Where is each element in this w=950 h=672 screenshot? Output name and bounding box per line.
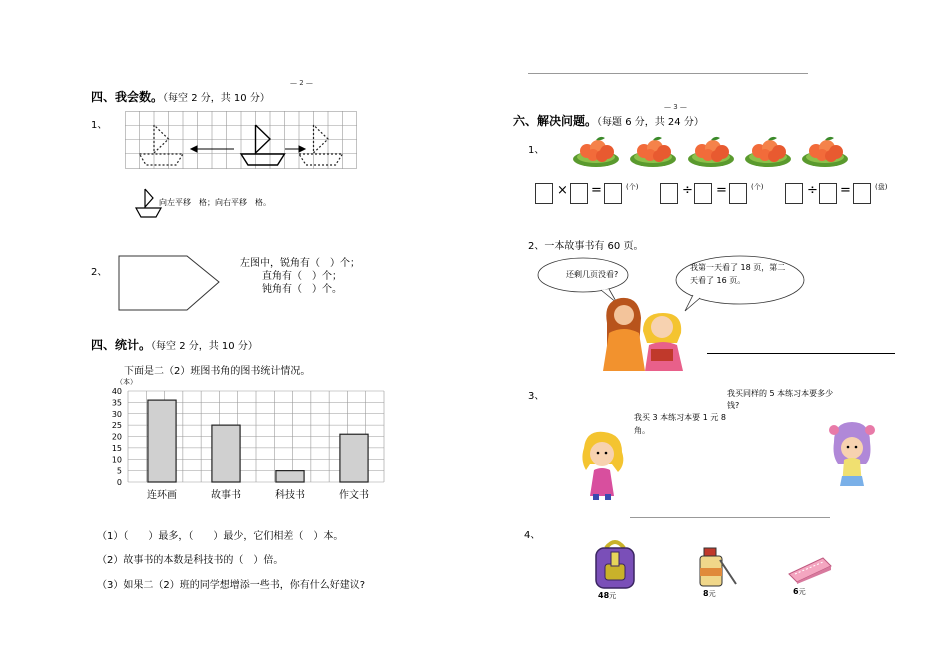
y-tick-label: 5 xyxy=(116,466,122,476)
arrow-left-icon xyxy=(191,146,234,152)
translation-caption: 向左平移 格；向右平移 格。 xyxy=(159,198,271,207)
question-number: 2、 xyxy=(528,241,545,252)
divider-rule xyxy=(630,517,830,518)
answer-box[interactable] xyxy=(694,183,712,204)
unit-label: (个) xyxy=(626,183,639,191)
water-bottle-icon xyxy=(696,546,740,588)
unit-label: (个) xyxy=(751,183,764,191)
section-title-statistics xyxy=(91,336,258,353)
price-bottle xyxy=(703,589,716,599)
answer-box[interactable] xyxy=(785,183,803,204)
x-tick-label: 故事书 xyxy=(211,490,241,501)
question-text: 一本故事书有 60 页。 xyxy=(544,241,644,252)
stat-question-2: （2）故事书的本数是科技书的（ ）倍。 xyxy=(97,555,284,566)
girl-figure xyxy=(643,313,683,371)
price-unit: 元 xyxy=(798,588,806,596)
bar-2 xyxy=(212,425,240,482)
price-value: 8 xyxy=(703,589,709,598)
angle-question-acute: 左图中，锐角有（ ）个； xyxy=(240,258,360,269)
y-tick-label: 0 xyxy=(116,478,122,487)
speech-bubble-question: 还剩几页没看? xyxy=(566,270,619,279)
section-score: （每空 2 分，共 10 分） xyxy=(163,93,270,104)
price-value: 48 xyxy=(598,591,610,600)
arrow-right-icon xyxy=(285,146,305,152)
section-title-problems xyxy=(513,112,704,129)
girl-purple-hair-figure xyxy=(828,420,876,492)
question-number: 3、 xyxy=(528,391,545,402)
y-tick-label: 40 xyxy=(111,387,122,396)
stat-question-3: （3）如果二（2）班的同学想增添一些书，你有什么好建议? xyxy=(97,580,366,591)
equals-sign: = xyxy=(840,183,851,198)
section-score: （每题 6 分，共 24 分） xyxy=(597,117,704,128)
equals-sign: = xyxy=(716,183,727,198)
y-tick-label: 35 xyxy=(111,398,122,408)
story-book-question xyxy=(528,237,643,252)
speech-notebooks-price: 我买 3 本练习本要 1 元 8 角。 xyxy=(634,413,726,435)
bar-3 xyxy=(276,471,304,482)
girl-yellow-hair-figure xyxy=(576,430,628,502)
chart-unit-label: （本） xyxy=(116,378,137,386)
section-title-count xyxy=(91,88,270,105)
equals-sign: = xyxy=(591,183,602,198)
y-tick-label: 25 xyxy=(111,421,122,431)
angle-question-obtuse: 钝角有（ ）个。 xyxy=(262,284,342,295)
peach-plates xyxy=(572,133,850,169)
book-bar-chart xyxy=(108,375,388,505)
bar-4 xyxy=(340,434,368,482)
x-tick-label: 科技书 xyxy=(275,490,305,501)
question-number: 4、 xyxy=(524,530,541,541)
section-heading: 四、统计。 xyxy=(91,338,152,352)
answer-box[interactable] xyxy=(535,183,553,204)
pencil-case-icon xyxy=(787,556,833,584)
header-rule xyxy=(528,73,808,74)
translation-grid xyxy=(125,111,357,169)
peach-plate-icon xyxy=(630,137,676,167)
question-number: 1、 xyxy=(91,120,108,131)
answer-box[interactable] xyxy=(729,183,747,204)
boat-solid-center xyxy=(241,125,285,165)
answer-box[interactable] xyxy=(604,183,622,204)
question-number: 1、 xyxy=(528,145,545,156)
section-heading: 四、我会数。 xyxy=(91,90,164,104)
divide-sign: ÷ xyxy=(807,183,818,198)
section-heading: 六、解决问题。 xyxy=(513,114,598,128)
peach-plate-icon xyxy=(745,137,791,167)
answer-box[interactable] xyxy=(570,183,588,204)
boat-dashed-left xyxy=(140,125,184,165)
backpack-icon xyxy=(592,538,638,590)
peach-plate-icon xyxy=(688,137,734,167)
times-sign: × xyxy=(557,183,568,198)
section-score: （每空 2 分，共 10 分） xyxy=(151,341,258,352)
speech-five-notebooks: 我买同样的 5 本练习本要多少钱? xyxy=(727,389,834,410)
page-number-left: — 2 — xyxy=(290,79,313,87)
y-tick-label: 10 xyxy=(111,455,122,465)
question-number: 2、 xyxy=(91,267,108,278)
angle-question-right: 直角有（ ）个； xyxy=(262,271,342,282)
y-tick-label: 15 xyxy=(111,443,122,453)
unit-label: (盘) xyxy=(875,183,888,191)
boat-dashed-right xyxy=(299,125,343,165)
answer-line[interactable] xyxy=(707,353,895,354)
stat-question-1: （1）（ ）最多，（ ）最少，它们相差（ ）本。 xyxy=(97,531,344,542)
page-number-right: — 3 — xyxy=(664,103,687,111)
answer-box[interactable] xyxy=(819,183,837,204)
pentagon-shape xyxy=(117,254,223,312)
bar-1 xyxy=(148,400,176,482)
peach-plate-icon xyxy=(573,137,619,167)
y-tick-label: 30 xyxy=(111,409,122,419)
mother-figure xyxy=(603,298,645,371)
y-tick-label: 20 xyxy=(111,432,122,442)
price-backpack xyxy=(598,591,616,601)
statistics-intro: 下面是二（2）班图书角的图书统计情况。 xyxy=(124,366,311,377)
price-unit: 元 xyxy=(708,590,716,598)
price-unit: 元 xyxy=(609,592,617,600)
divide-sign: ÷ xyxy=(682,183,693,198)
peach-plate-icon xyxy=(802,137,848,167)
answer-box[interactable] xyxy=(853,183,871,204)
price-value: 6 xyxy=(793,587,799,596)
speech-bubble-pages: 我第一天看了 18 页，第二天看了 16 页。 xyxy=(690,263,786,285)
x-tick-label: 连环画 xyxy=(147,490,177,501)
price-pencil-case xyxy=(793,587,806,597)
answer-box[interactable] xyxy=(660,183,678,204)
x-tick-label: 作文书 xyxy=(339,490,369,501)
